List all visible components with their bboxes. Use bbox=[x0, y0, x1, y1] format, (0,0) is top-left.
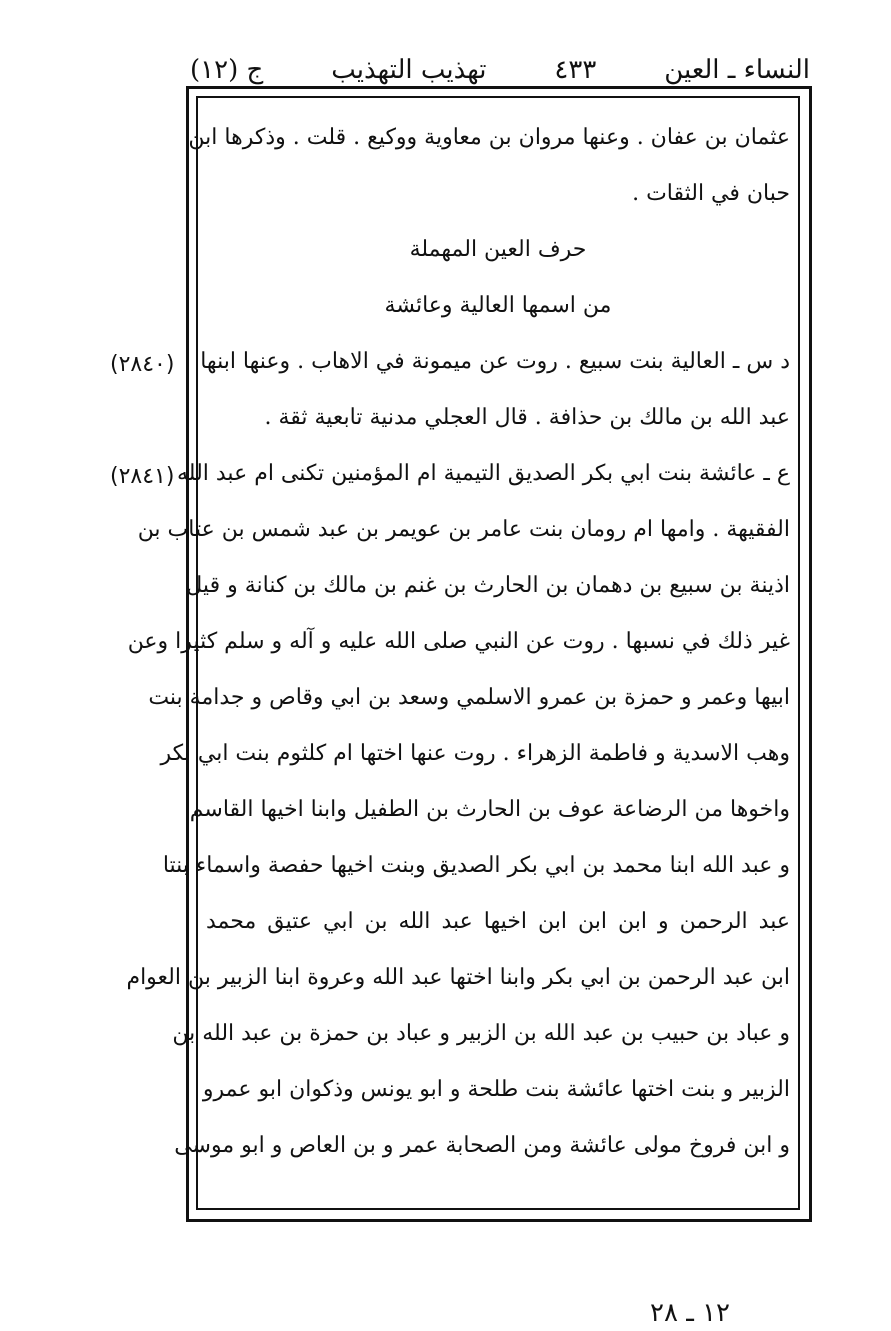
text-line: و عبد الله ابنا محمد بن ابي بكر الصديق وبنت اخيها حفصة واسماء بنتا bbox=[162, 853, 790, 878]
text-line: حبان في الثقات . bbox=[632, 181, 790, 206]
text-line: الزبير و بنت اختها عائشة بنت طلحة و ابو يونس وذكوان ابو عمرو bbox=[202, 1077, 790, 1102]
text-line: و ابن فروخ مولى عائشة ومن الصحابة عمر و بن العاص و ابو موسى bbox=[174, 1133, 790, 1158]
running-header bbox=[190, 50, 810, 90]
text-line: و عباد بن حبيب بن عبد الله بن الزبير و عباد بن حمزة بن عبد الله بن bbox=[172, 1021, 790, 1046]
subsection-heading: من اسمها العالية وعائشة bbox=[384, 293, 612, 318]
text-line: عبد الله بن مالك بن حذافة . قال العجلي مدنية تابعية ثقة . bbox=[264, 405, 790, 430]
entry-line: د س ـ العالية بنت سبيع . روت عن ميمونة في الاهاب . وعنها ابنها bbox=[200, 349, 790, 374]
entry-number: (٢٨٤١) bbox=[110, 464, 175, 489]
text-line: واخوها من الرضاعة عوف بن الحارث بن الطفيل وابنا اخيها القاسم bbox=[189, 797, 790, 822]
text-line: اذينة بن سبيع بن دهمان بن الحارث بن غنم بن مالك بن كنانة و قيل bbox=[186, 573, 790, 598]
section-label: النساء ـ العين bbox=[664, 55, 810, 85]
text-line: غير ذلك في نسبها . روت عن النبي صلى الله عليه و آله و سلم كثيرا وعن bbox=[127, 629, 790, 654]
page-number: ٤٣٣ bbox=[554, 55, 597, 85]
text-line: الفقيهة . وامها ام رومان بنت عامر بن عويمر بن عبد شمس بن عتاب بن bbox=[137, 517, 790, 542]
printer-signature: ١٢ ـ ٢٨ bbox=[650, 1298, 731, 1328]
text-line: وهب الاسدية و فاطمة الزهراء . روت عنها اختها ام كلثوم بنت ابي بكر bbox=[160, 741, 790, 766]
text-line: ابيها وعمر و حمزة بن عمرو الاسلمي وسعد بن ابي وقاص و جدامة بنت bbox=[148, 685, 790, 710]
volume-label: ج (١٢) bbox=[190, 55, 264, 85]
text-line: ابن عبد الرحمن بن ابي بكر وابنا اختها عبد الله وعروة ابنا الزبير بن العوام bbox=[126, 965, 790, 990]
entry-line: ع ـ عائشة بنت ابي بكر الصديق التيمية ام المؤمنين تكنى ام عبد الله bbox=[177, 461, 790, 486]
entry-number: (٢٨٤٠) bbox=[110, 352, 175, 377]
text-line: عبد الرحمن و ابن ابن ابن اخيها عبد الله بن ابي عتيق محمد bbox=[206, 909, 790, 934]
book-title: تهذيب التهذيب bbox=[331, 55, 487, 85]
section-heading: حرف العين المهملة bbox=[409, 237, 587, 262]
text-line: عثمان بن عفان . وعنها مروان بن معاوية ووكيع . قلت . وذكرها ابن bbox=[188, 125, 790, 150]
